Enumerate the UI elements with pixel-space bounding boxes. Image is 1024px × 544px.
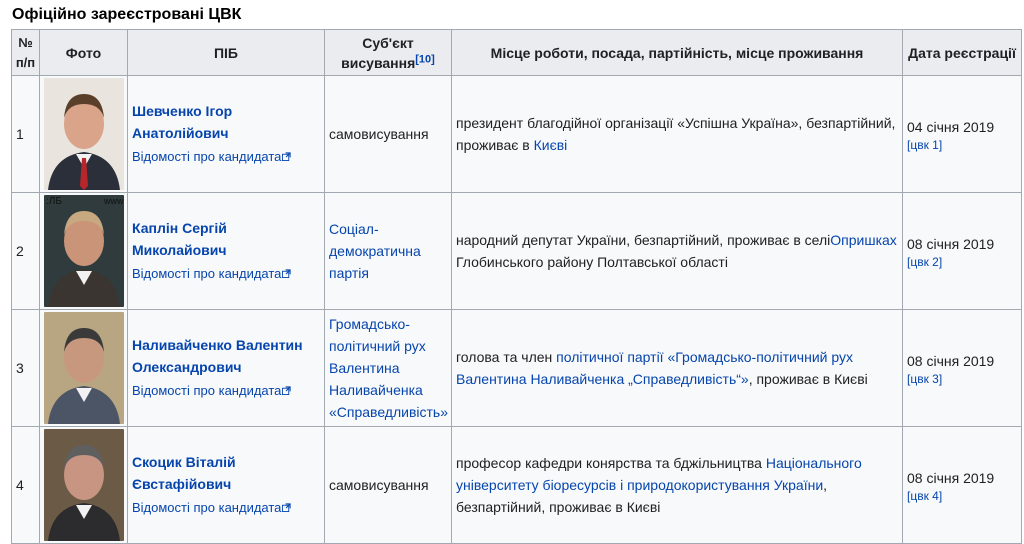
cvk-reference-link[interactable]: [цвк 3] xyxy=(907,372,943,386)
candidate-name-link[interactable]: Шевченко Ігор Анатолійович xyxy=(132,103,233,141)
candidate-photo[interactable] xyxy=(44,78,124,190)
row-number: 2 xyxy=(12,193,40,310)
cvk-reference-link[interactable]: [цвк 1] xyxy=(907,138,943,152)
registration-date: 04 січня 2019 xyxy=(907,119,995,135)
work-link[interactable]: Опришках xyxy=(830,232,897,248)
candidates-table xyxy=(11,29,1022,544)
photo-cell xyxy=(40,310,128,427)
external-link-icon xyxy=(282,269,291,278)
candidate-info-link[interactable]: Відомості про кандидата xyxy=(132,263,291,285)
row-number: 4 xyxy=(12,427,40,544)
date-cell xyxy=(903,193,1022,310)
registration-date: 08 січня 2019 xyxy=(907,236,995,252)
work-link[interactable]: політичної партії «Громадсько-політичний рух Валентина Наливайченка „Справедливість“» xyxy=(456,349,853,387)
name-cell xyxy=(128,427,325,544)
work-cell xyxy=(452,193,903,310)
section-heading: Офіційно зареєстровані ЦВК xyxy=(12,6,242,23)
candidate-photo[interactable] xyxy=(44,195,124,307)
work-text: проживає в xyxy=(456,137,534,153)
subject-cell xyxy=(325,193,452,310)
row-number: 3 xyxy=(12,310,40,427)
photo-cell xyxy=(40,76,128,193)
party-link[interactable]: Громадсько- політичний рух Валентина Наливайченка «Справедливість» xyxy=(329,316,449,420)
external-link-icon xyxy=(282,152,291,161)
column-header-date[interactable]: Дата реєстрації xyxy=(903,30,1022,76)
name-cell xyxy=(128,193,325,310)
name-cell xyxy=(128,310,325,427)
photo-cell xyxy=(40,427,128,544)
work-text: народний депутат України, безпартійний, проживає в селі xyxy=(456,232,831,248)
table-row xyxy=(12,310,1022,427)
column-header-name[interactable]: ПІБ xyxy=(128,30,325,76)
work-text: голова та член xyxy=(456,349,557,365)
work-cell xyxy=(452,427,903,544)
work-link[interactable]: Національного університету біоресурсів і природокористування України xyxy=(456,455,862,493)
cvk-reference-link[interactable]: [цвк 2] xyxy=(907,255,943,269)
work-text: Глобинського району Полтавської області xyxy=(456,254,728,270)
candidate-name-link[interactable]: Наливайченко Валентин Олександрович xyxy=(132,337,303,375)
date-cell xyxy=(903,76,1022,193)
work-link[interactable]: Києві xyxy=(533,137,568,153)
date-cell xyxy=(903,427,1022,544)
table-row xyxy=(12,427,1022,544)
candidate-name-link[interactable]: Каплін Сергій Миколайович xyxy=(132,220,227,258)
external-link-icon xyxy=(282,386,291,395)
row-number: 1 xyxy=(12,76,40,193)
column-header-number[interactable]: № п/п xyxy=(12,30,40,76)
external-link-icon xyxy=(282,503,291,512)
table-row xyxy=(12,193,1022,310)
registration-date: 08 січня 2019 xyxy=(907,470,995,486)
photo-cell xyxy=(40,193,128,310)
table-row xyxy=(12,76,1022,193)
candidate-info-link[interactable]: Відомості про кандидата xyxy=(132,146,291,168)
column-header-subject[interactable]: Суб'єкт висування[10] xyxy=(325,30,452,76)
candidate-info-link[interactable]: Відомості про кандидата xyxy=(132,380,291,402)
work-cell xyxy=(452,310,903,427)
column-header-work[interactable]: Місце роботи, посада, партійність, місце проживання xyxy=(452,30,903,76)
cvk-reference-link[interactable]: [цвк 4] xyxy=(907,489,943,503)
subject-cell: самовисування xyxy=(325,427,452,544)
candidate-name-link[interactable]: Скоцик Віталій Євстафійович xyxy=(132,454,236,492)
party-link[interactable]: Соціал- демократична партія xyxy=(329,221,421,281)
work-text: , безпартійний, проживає в Києві xyxy=(456,477,828,515)
photo-watermark: :ЛБ xyxy=(46,196,62,207)
subject-cell: самовисування xyxy=(325,76,452,193)
svg-text:www: www xyxy=(104,196,124,206)
name-cell xyxy=(128,76,325,193)
subject-cell xyxy=(325,310,452,427)
work-text: президент благодійної організації «Успішна Україна», безпартійний, xyxy=(456,115,896,131)
work-text: професор кафедри конярства та бджільництва xyxy=(456,455,766,471)
column-header-photo[interactable]: Фото xyxy=(40,30,128,76)
registration-date: 08 січня 2019 xyxy=(907,353,995,369)
candidate-photo[interactable] xyxy=(44,429,124,541)
work-text: , проживає в Києві xyxy=(748,371,868,387)
candidate-info-link[interactable]: Відомості про кандидата xyxy=(132,497,291,519)
work-cell xyxy=(452,76,903,193)
candidate-photo[interactable] xyxy=(44,312,124,424)
reference-link[interactable]: [10] xyxy=(415,52,435,65)
date-cell xyxy=(903,310,1022,427)
